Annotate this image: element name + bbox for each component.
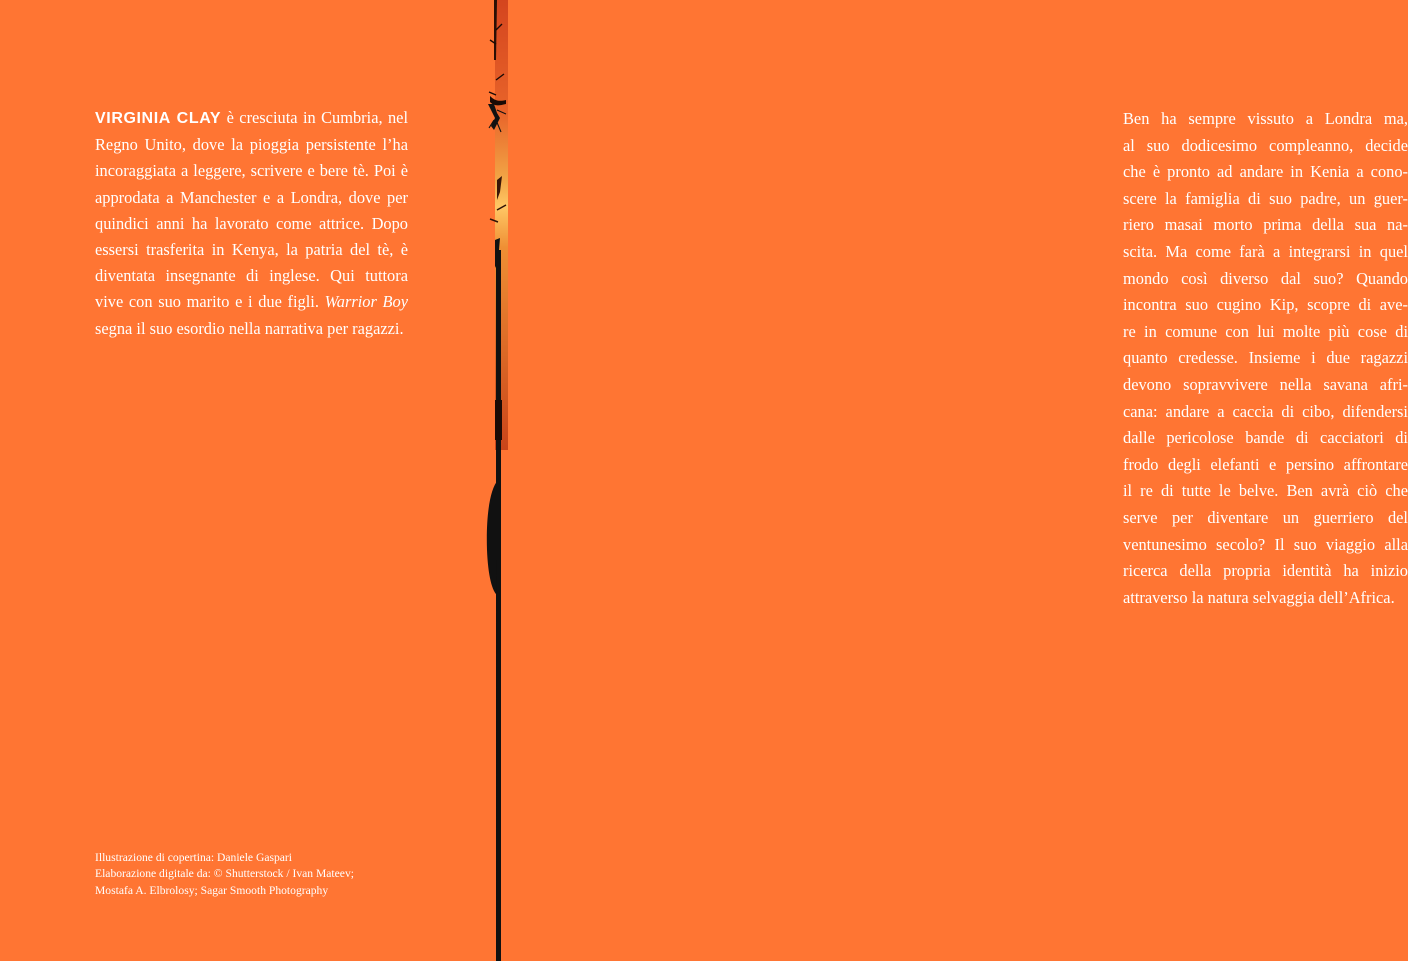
synopsis-line: il re di tutte le belve. Ben avrà ciò che [1123, 481, 1408, 501]
credit-line-illustration: Illustrazione di copertina: Daniele Gaspari [95, 851, 293, 864]
credit-line-digital: Elaborazione digitale da: © Shutterstock / Ivan Mateev; [95, 867, 354, 881]
book-title-italic: Warrior Boy [324, 292, 408, 312]
book-synopsis [1123, 106, 1408, 611]
synopsis-line: ventunesimo secolo? Il suo viaggio alla [1123, 534, 1408, 554]
synopsis-line: cana: andare a caccia di cibo, difendersi [1123, 401, 1408, 421]
synopsis-line: scita. Ma come farà a integrarsi in quel [1123, 241, 1408, 261]
synopsis-line: incontra suo cugino Kip, scopre di ave- [1123, 295, 1408, 315]
synopsis-line: mondo così diverso dal suo? Quando [1123, 268, 1408, 288]
bio-text-part2: segna il suo esordio nella narrativa per ragazzi. [95, 318, 404, 338]
synopsis-line: riero masai morto prima della sua na- [1123, 215, 1408, 235]
back-flap [0, 0, 496, 961]
synopsis-line: attraverso la natura selvaggia dell’Africa. [1123, 587, 1395, 607]
synopsis-line: ricerca della propria identità ha inizio [1123, 561, 1408, 581]
bio-text-part1: è cresciuta in Cumbria, nel Regno Unito, dove la pioggia persistente l’ha incoraggiata a leggere, scrivere e bere tè. Poi è approdata a Manchester e a Londra, dove per quindici anni ha lavorato come attrice. Dopo essersi trasferita in Kenya, la patria del tè, è diventata insegnante di inglese. Qui tuttora vive con suo marito e i due figli. [95, 108, 409, 312]
cover-credits [95, 850, 415, 899]
synopsis-line: al suo dodicesimo compleanno, decide [1123, 135, 1408, 155]
credit-line-sources: Mostafa A. Elbrolosy; Sagar Smooth Photography [95, 883, 329, 897]
synopsis-line: quanto credesse. Insieme i due ragazzi [1123, 348, 1408, 368]
synopsis-line: serve per diventare un guerriero del [1123, 507, 1408, 527]
synopsis-line: re in comune con lui molte più cose di [1123, 321, 1408, 341]
front-flap [511, 0, 1408, 961]
synopsis-line: che è pronto ad andare in Kenia a cono- [1123, 162, 1408, 182]
synopsis-line: dalle pericolose bande di cacciatori di [1123, 428, 1408, 448]
author-name: VIRGINIA CLAY [95, 110, 222, 127]
synopsis-line: devono sopravvivere nella savana afri- [1123, 374, 1408, 394]
spine-silhouette-illustration [486, 0, 510, 961]
synopsis-line: scere la famiglia di suo padre, un guer- [1123, 188, 1408, 208]
synopsis-line: frodo degli elefanti e persino affrontare [1123, 454, 1408, 474]
synopsis-line: Ben ha sempre vissuto a Londra ma, [1123, 109, 1408, 128]
author-bio [95, 105, 408, 342]
